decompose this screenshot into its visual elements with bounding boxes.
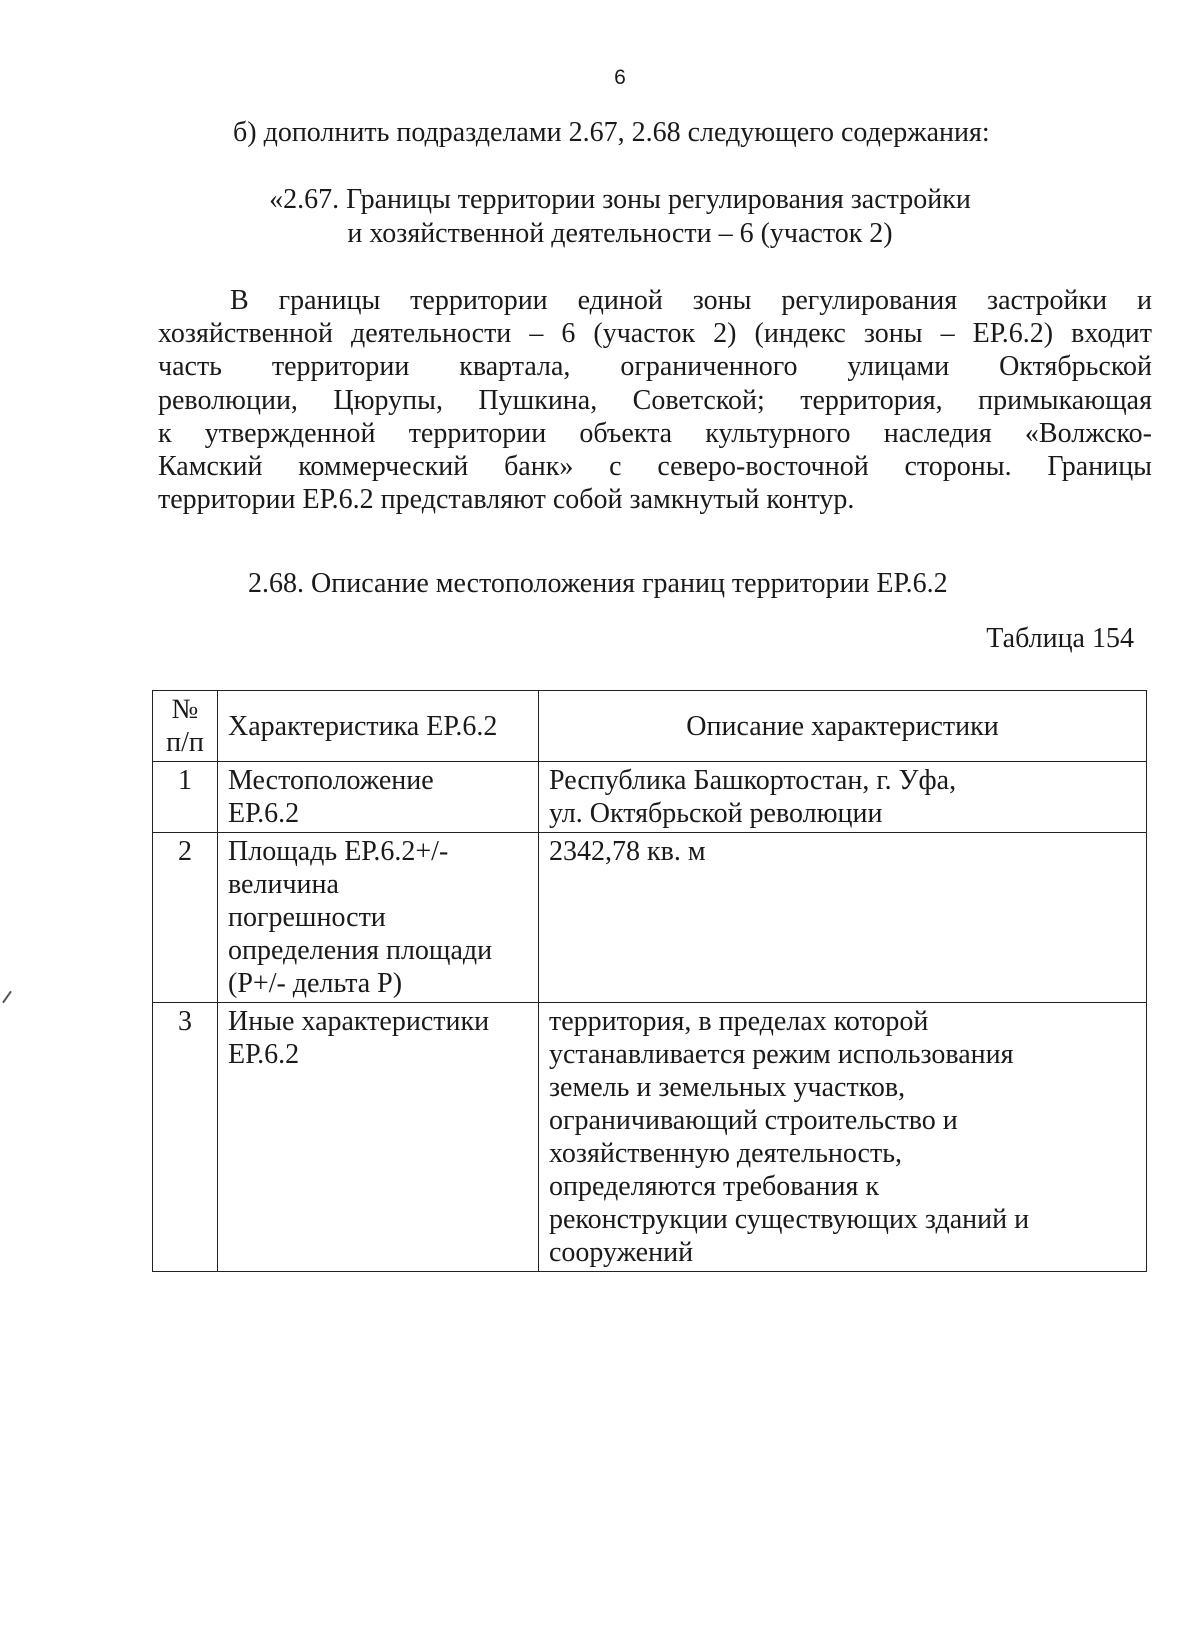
row-description: территория, в пределах которой устанавливается режим использования земель и земельных участков, ограничивающий строительство и хозяйственную деятельность, определяются требования к реконструкции существующих зданий и сооружений <box>539 1003 1147 1272</box>
row-characteristic: Площадь ЕР.6.2+/- величина погрешности определения площади (Р+/- дельта Р) <box>218 833 539 1003</box>
paragraph-line: В границы территории единой зоны регулирования застройки и <box>230 285 1152 316</box>
paragraph-line: хозяйственной деятельности – 6 (участок 2) (индекс зоны – ЕР.6.2) входит <box>158 318 1152 350</box>
table-caption: Таблица 154 <box>986 623 1134 654</box>
section-title-2-68: 2.68. Описание местоположения границ территории ЕР.6.2 <box>248 568 948 599</box>
row-number: 3 <box>153 1003 218 1272</box>
paragraph-line: Камский коммерческий банк» с северо-восточной стороны. Границы <box>158 450 1152 482</box>
row-characteristic: Местоположение ЕР.6.2 <box>218 762 539 833</box>
header-description: Описание характеристики <box>539 691 1147 762</box>
table-row <box>153 833 1147 1003</box>
heading-line-1: «2.67. Границы территории зоны регулирования застройки <box>269 184 971 215</box>
section-heading-2-67 <box>140 183 1100 251</box>
paragraph-line: часть территории квартала, ограниченного улицами Октябрьской <box>158 351 1152 383</box>
table-row <box>153 762 1147 833</box>
paragraph-line: к утвержденной территории объекта культурного наследия «Волжско- <box>158 417 1152 449</box>
margin-pen-mark <box>2 991 12 1004</box>
description-paragraph <box>158 284 1152 516</box>
intro-text: б) дополнить подразделами 2.67, 2.68 следующего содержания: <box>233 117 990 148</box>
characteristics-table <box>152 690 1147 1272</box>
paragraph-line: территории ЕР.6.2 представляют собой замкнутый контур. <box>158 484 855 516</box>
header-characteristic: Характеристика ЕР.6.2 <box>218 691 539 762</box>
heading-line-2: и хозяйственной деятельности – 6 (участок 2) <box>347 218 893 249</box>
row-description: Республика Башкортостан, г. Уфа, ул. Октябрьской революции <box>539 762 1147 833</box>
row-characteristic: Иные характеристики ЕР.6.2 <box>218 1003 539 1272</box>
row-number: 1 <box>153 762 218 833</box>
page-number: 6 <box>614 66 626 89</box>
paragraph-line: революции, Цюрупы, Пушкина, Советской; территория, примыкающая <box>158 384 1152 416</box>
table-header-row <box>153 691 1147 762</box>
header-number: № п/п <box>153 691 218 762</box>
row-description: 2342,78 кв. м <box>539 833 1147 1003</box>
table-row <box>153 1003 1147 1272</box>
row-number: 2 <box>153 833 218 1003</box>
